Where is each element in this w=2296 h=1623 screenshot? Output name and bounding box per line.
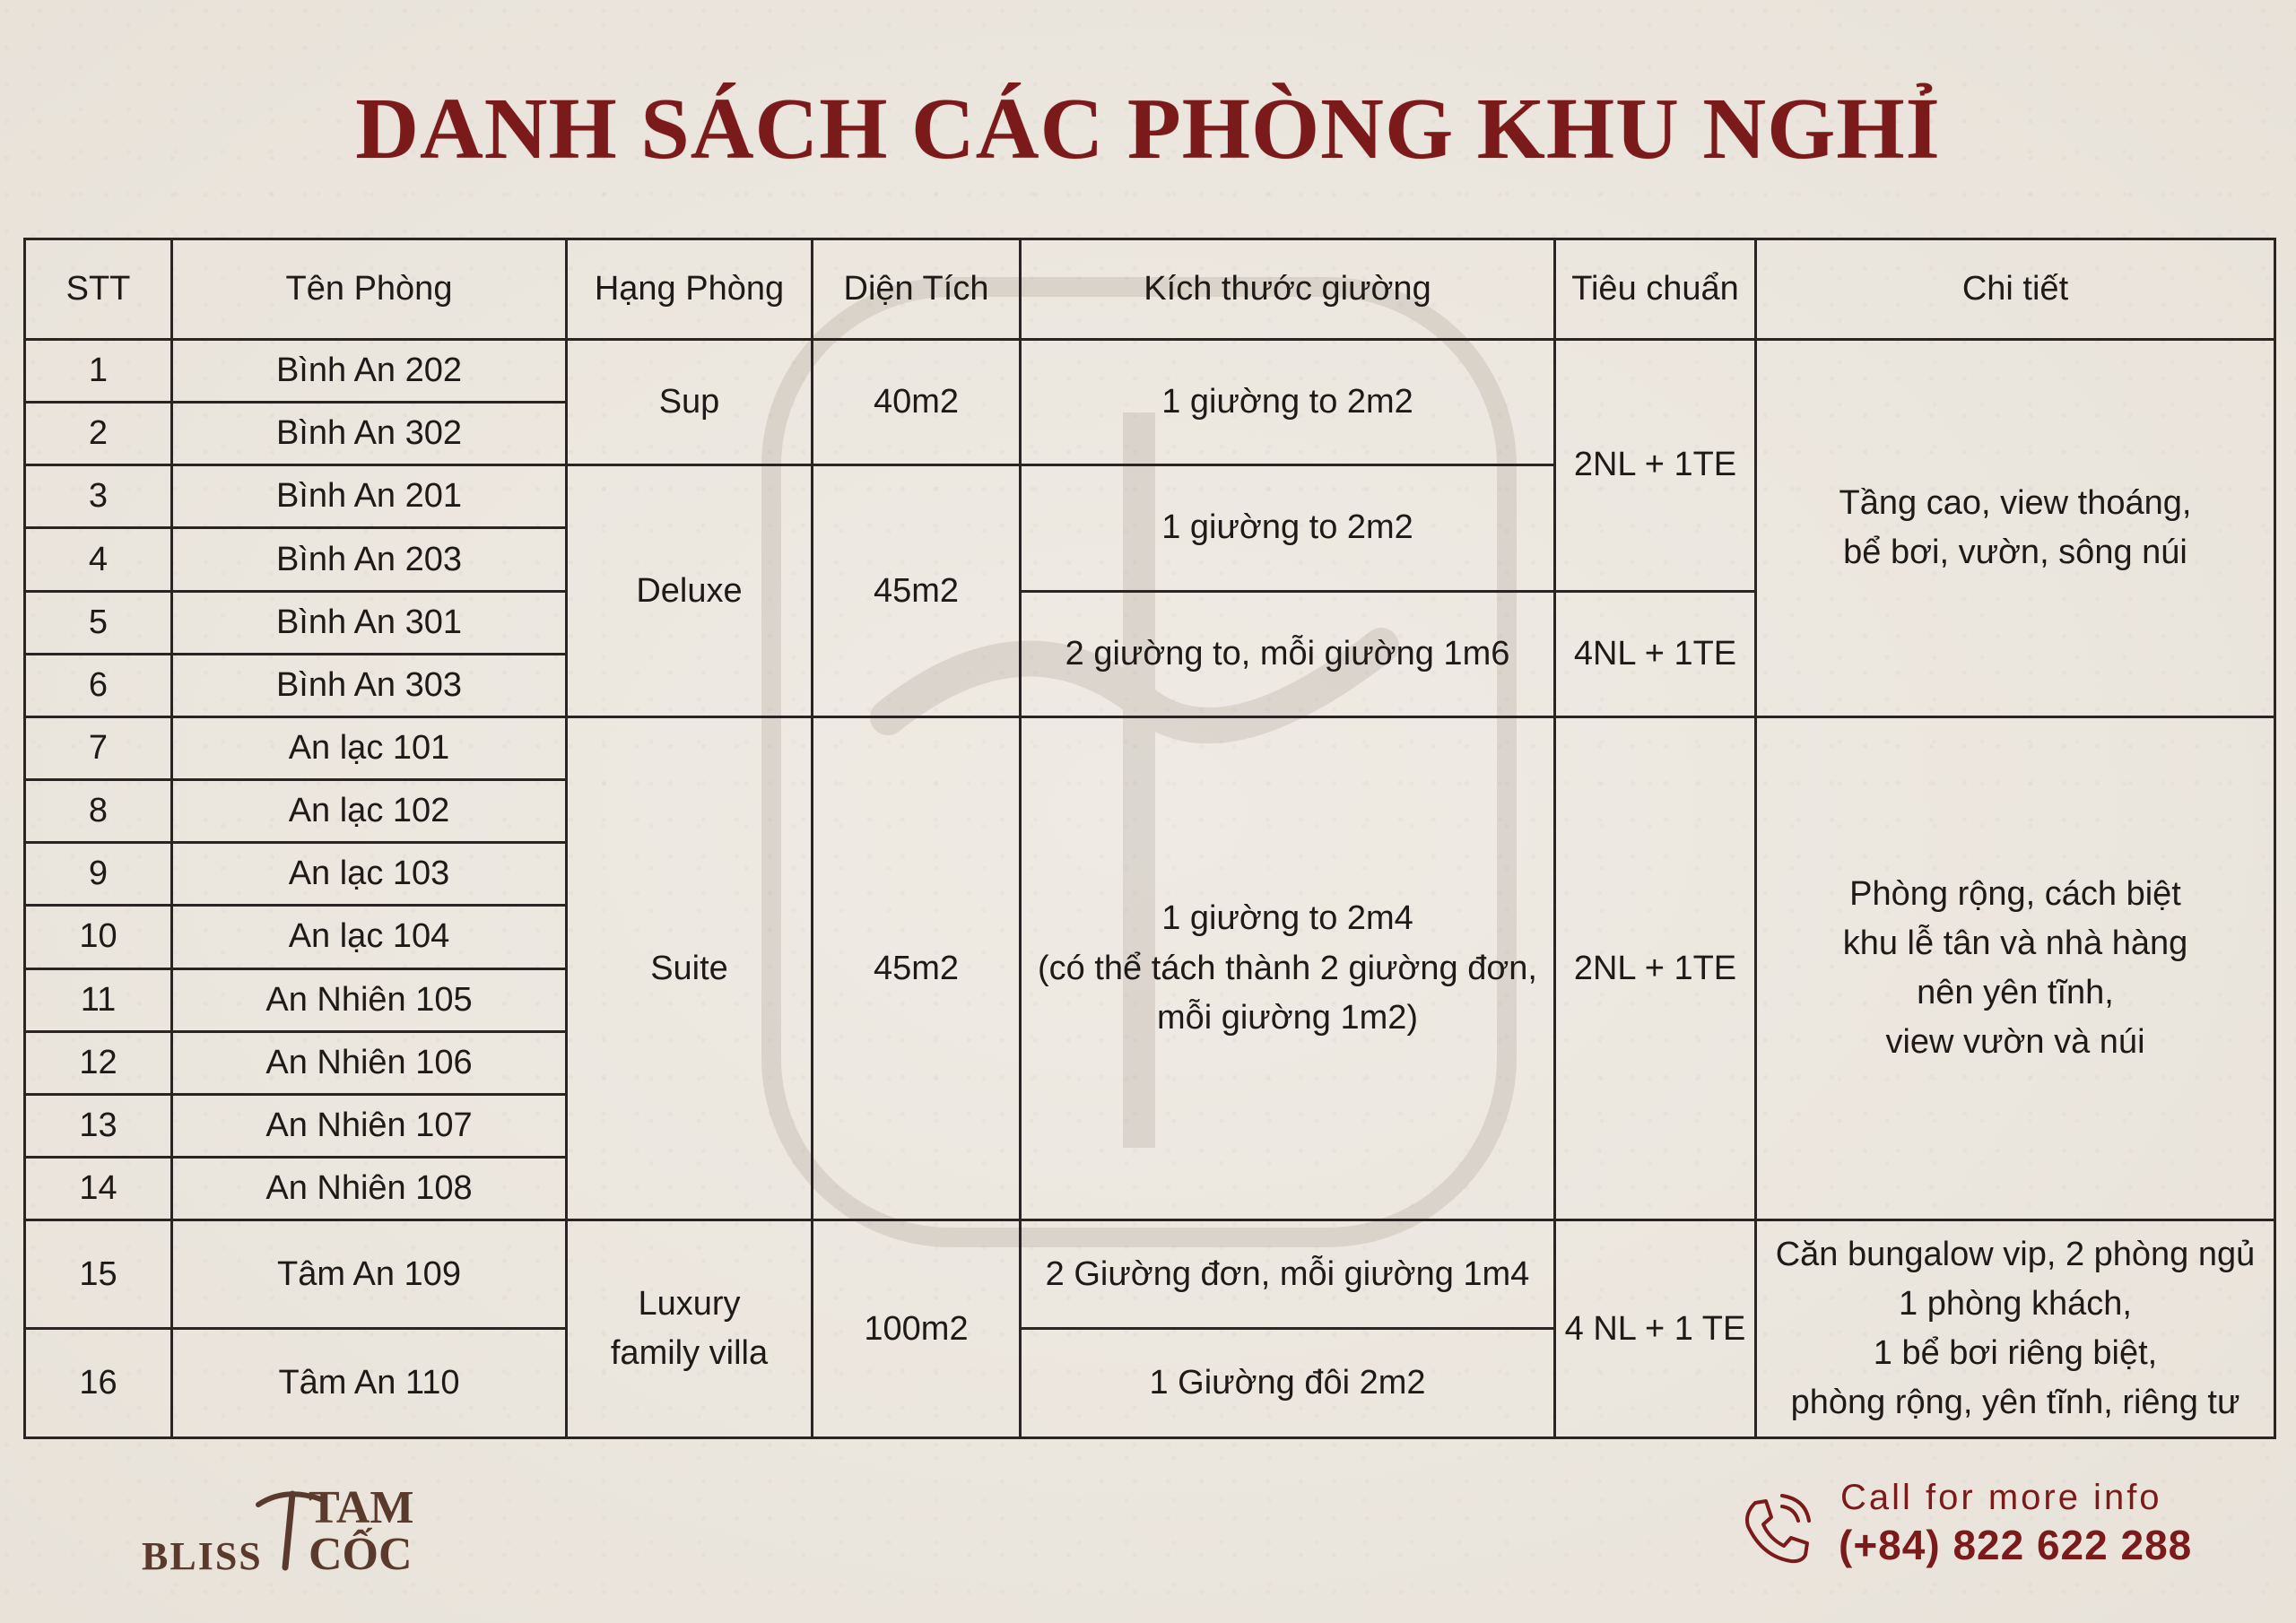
cell-area-deluxe: 45m2 — [813, 465, 1021, 717]
cell-bed-villa-a: 2 Giường đơn, mỗi giường 1m4 — [1021, 1220, 1555, 1329]
cell-room-name: Bình An 202 — [172, 340, 567, 403]
details-line: Căn bungalow vip, 2 phòng ngủ — [1775, 1235, 2256, 1273]
cell-room-name: Tâm An 109 — [172, 1220, 567, 1329]
cell-bed-suite — [1021, 716, 1555, 1219]
cell-occupancy-villa: 4 NL + 1 TE — [1555, 1220, 1756, 1438]
cell-details-suite — [1756, 716, 2275, 1219]
cell-room-name: Bình An 303 — [172, 654, 567, 716]
header-room-name: Tên Phòng — [172, 239, 567, 340]
cell-stt: 9 — [25, 843, 172, 906]
cell-area-villa: 100m2 — [813, 1220, 1021, 1438]
details-line: phòng rộng, yên tĩnh, riêng tư — [1790, 1384, 2240, 1422]
cell-occupancy-suite: 2NL + 1TE — [1555, 716, 1756, 1219]
cell-room-name: An lạc 103 — [172, 843, 567, 906]
cell-bed-deluxe-b: 2 giường to, mỗi giường 1m6 — [1021, 591, 1555, 716]
cell-stt: 2 — [25, 403, 172, 465]
table-row — [25, 340, 2275, 403]
header-stt: STT — [25, 239, 172, 340]
cell-room-name: Bình An 203 — [172, 528, 567, 591]
cell-stt: 3 — [25, 465, 172, 528]
cell-stt: 4 — [25, 528, 172, 591]
cell-stt: 13 — [25, 1094, 172, 1157]
cell-occupancy-deluxe-b: 4NL + 1TE — [1555, 591, 1756, 716]
cell-room-name: Bình An 302 — [172, 403, 567, 465]
details-line: nên yên tĩnh, — [1917, 974, 2114, 1012]
header-bed-size: Kích thước giường — [1021, 239, 1555, 340]
cell-stt: 14 — [25, 1158, 172, 1220]
cell-stt: 16 — [25, 1329, 172, 1438]
cell-stt: 10 — [25, 906, 172, 968]
cell-class-suite: Suite — [567, 716, 813, 1219]
cell-stt: 12 — [25, 1031, 172, 1094]
cell-bed-deluxe-a: 1 giường to 2m2 — [1021, 465, 1555, 591]
details-line: bể bơi, vườn, sông núi — [1843, 533, 2187, 571]
bliss-tam-coc-logo — [142, 1478, 438, 1576]
cell-stt: 5 — [25, 591, 172, 654]
cell-stt: 8 — [25, 780, 172, 843]
cell-stt: 6 — [25, 654, 172, 716]
cell-room-name: Bình An 301 — [172, 591, 567, 654]
cell-room-name: An Nhiên 106 — [172, 1031, 567, 1094]
details-line: khu lễ tân và nhà hàng — [1842, 924, 2188, 962]
contact-phone[interactable]: (+84) 822 622 288 — [1839, 1522, 2193, 1568]
header-area: Diện Tích — [813, 239, 1021, 340]
cell-stt: 15 — [25, 1220, 172, 1329]
details-line: 1 phòng khách, — [1899, 1285, 2132, 1323]
cell-area-sup: 40m2 — [813, 340, 1021, 465]
cell-room-name: An lạc 102 — [172, 780, 567, 843]
table-header-row — [25, 239, 2275, 340]
cell-details-sup-deluxe — [1756, 340, 2275, 717]
table-row — [25, 1220, 2275, 1329]
header-occupancy: Tiêu chuẩn — [1555, 239, 1756, 340]
details-line: Phòng rộng, cách biệt — [1849, 874, 2181, 913]
bed-line: 1 giường to 2m4 — [1161, 899, 1413, 938]
rooms-table — [23, 238, 2276, 1439]
cell-room-name: Tâm An 110 — [172, 1329, 567, 1438]
cell-room-name: An Nhiên 105 — [172, 968, 567, 1031]
cell-room-name: Bình An 201 — [172, 465, 567, 528]
cell-class-villa — [567, 1220, 813, 1438]
cell-bed-sup: 1 giường to 2m2 — [1021, 340, 1555, 465]
cell-room-name: An lạc 104 — [172, 906, 567, 968]
details-line: view vườn và núi — [1885, 1023, 2145, 1062]
cell-room-name: An Nhiên 107 — [172, 1094, 567, 1157]
cell-occupancy-sup-deluxe: 2NL + 1TE — [1555, 340, 1756, 592]
cell-class-deluxe: Deluxe — [567, 465, 813, 717]
cell-bed-villa-b: 1 Giường đôi 2m2 — [1021, 1329, 1555, 1438]
phone-icon — [1735, 1490, 1816, 1571]
table-row — [25, 716, 2275, 779]
cell-room-name: An Nhiên 108 — [172, 1158, 567, 1220]
class-line: Luxury — [638, 1285, 741, 1323]
cell-room-name: An lạc 101 — [172, 716, 567, 779]
header-details: Chi tiết — [1756, 239, 2275, 340]
bed-line: mỗi giường 1m2) — [1156, 998, 1419, 1037]
cell-area-suite: 45m2 — [813, 716, 1021, 1219]
cell-stt: 1 — [25, 340, 172, 403]
cell-details-villa — [1756, 1220, 2275, 1438]
header-room-class: Hạng Phòng — [567, 239, 813, 340]
logo-line2: BLISS — [142, 1534, 263, 1576]
cell-stt: 11 — [25, 968, 172, 1031]
class-line: family villa — [610, 1334, 769, 1373]
logo-line3: CỐC — [309, 1529, 413, 1576]
details-line: Tầng cao, view thoáng, — [1839, 483, 2192, 522]
contact-label: Call for more info — [1840, 1478, 2162, 1517]
details-line: 1 bể bơi riêng biệt, — [1873, 1334, 2158, 1373]
page-title: DANH SÁCH CÁC PHÒNG KHU NGHỈ — [355, 81, 1941, 178]
cell-stt: 7 — [25, 716, 172, 779]
logo-line1: TAM — [309, 1482, 414, 1533]
bed-line: (có thể tách thành 2 giường đơn, — [1038, 949, 1537, 987]
cell-class-sup: Sup — [567, 340, 813, 465]
